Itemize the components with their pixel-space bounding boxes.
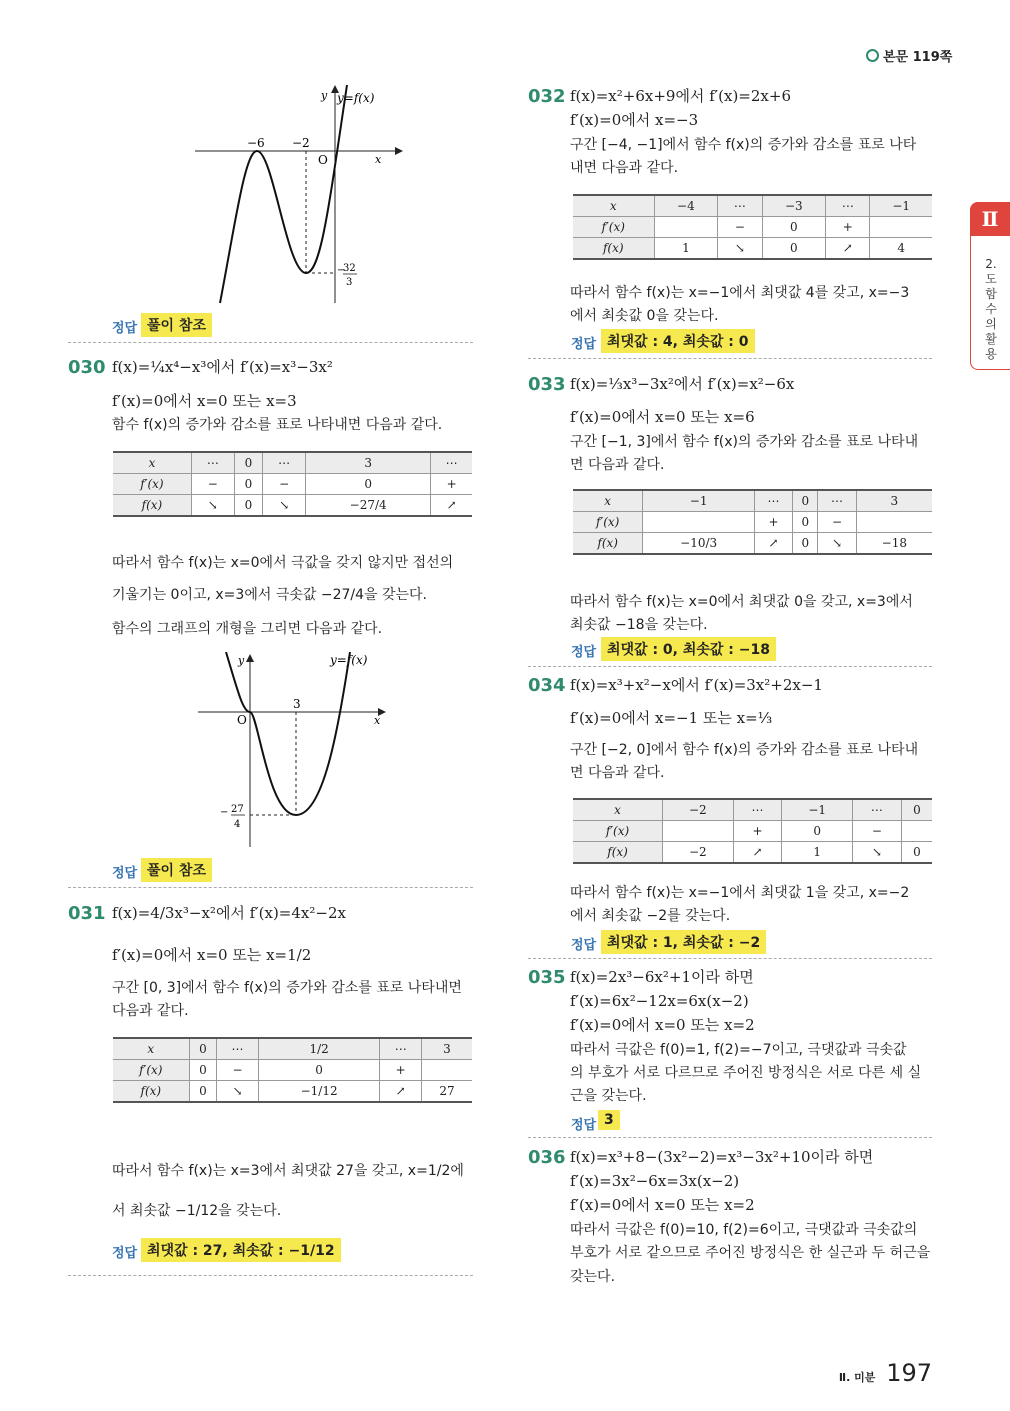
table-cell: ⋯ [380,1038,422,1060]
min-sign: − [220,807,229,818]
p036-line-3: f′(x)=0에서 x=0 또는 x=2 [570,1196,755,1214]
table-cell: 4 [870,238,932,260]
p030-line-2: f′(x)=0에서 x=0 또는 x=3 [112,392,297,410]
table-cell: 0 [189,1060,217,1081]
problem-number-036: 036 [528,1147,566,1168]
answer-032: 최댓값 : 4, 최솟값 : 0 [601,329,755,353]
table-cell: −2 [663,842,733,864]
p034-line-1: f(x)=x³+x²−x에서 f′(x)=3x²+2x−1 [570,676,823,694]
p036-line-5: 부호가 서로 같으므로 주어진 방정식은 한 실근과 두 허근을 [570,1245,931,1261]
table-cell [856,512,932,533]
separator [68,887,473,888]
table-row [113,495,472,517]
table-cell: ⋯ [191,452,234,474]
table-cell: ↘ [217,1081,259,1103]
table-row-header: x [573,195,654,217]
separator [528,958,932,959]
answer-label-030: 정답 [112,866,138,881]
p034-line-2: f′(x)=0에서 x=−1 또는 x=⅓ [570,709,773,727]
table-cell: 1 [782,842,852,864]
table-cell [663,821,733,842]
table-cell: 0 [762,238,826,260]
function-label: y=f(x) [330,653,368,667]
answer-034: 최댓값 : 1, 최솟값 : −2 [601,930,766,954]
answer-030: 풀이 참조 [141,858,212,882]
table-row [573,533,932,555]
problem-number-035: 035 [528,967,566,988]
table-cell: −1 [870,195,932,217]
table-cell: 0 [189,1081,217,1103]
table-cell: 0 [189,1038,217,1060]
tick-minus-2: −2 [292,136,310,150]
table-cell [654,217,718,238]
problem-number-034: 034 [528,675,566,696]
table-cell: ↗ [380,1081,422,1103]
table-row-header: f′(x) [573,217,654,238]
table-row-header: f(x) [573,238,654,260]
p035-line-3: f′(x)=0에서 x=0 또는 x=2 [570,1016,755,1034]
table-cell: 0 [901,799,932,821]
table-cell: −4 [654,195,718,217]
chapter-tab-text: 2. 도 함 수 의 활 용 [985,257,997,361]
min-sign: − [337,265,346,276]
table-cell: −1 [782,799,852,821]
table-cell: 1/2 [258,1038,380,1060]
table-row-header: f(x) [573,842,663,864]
p030-line-5: 기울기는 0이고, x=3에서 극솟값 −27/4을 갖는다. [112,587,428,603]
table-cell: 3 [856,490,932,512]
table-row-header: f(x) [573,533,643,555]
table-cell [643,512,755,533]
table-cell: −1/12 [258,1081,380,1103]
table-cell: ⋯ [818,490,856,512]
p036-line-4: 따라서 극값은 f(0)=10, f(2)=6이고, 극댓값과 극솟값의 [570,1222,918,1238]
answer-029: 풀이 참조 [141,313,212,337]
table-cell: 0 [793,490,818,512]
answer-label-031: 정답 [112,1246,138,1261]
table-cell: 0 [782,821,852,842]
table-row [113,474,472,495]
chapter-tab[interactable] [970,202,1010,370]
table-032 [573,194,932,260]
table-cell: ↘ [718,238,762,260]
table-cell: − [191,474,234,495]
table-cell: −27/4 [306,495,431,517]
p031-line-1: f(x)=4/3x³−x²에서 f′(x)=4x²−2x [112,904,346,922]
answer-031: 최댓값 : 27, 최솟값 : −1/12 [141,1238,341,1262]
table-cell: ↗ [431,495,472,517]
table-row-header: f′(x) [573,821,663,842]
footer-section: Ⅱ. 미분 [838,1371,876,1384]
p030-line-4: 따라서 함수 f(x)는 x=0에서 극값을 갖지 않지만 접선의 [112,555,454,571]
page-footer [839,1359,932,1387]
answer-label-034: 정답 [571,938,597,953]
p030-line-3: 함수 f(x)의 증가와 감소를 표로 나타내면 다음과 같다. [112,417,443,433]
p030-line-1: f(x)=¼x⁴−x³에서 f′(x)=x³−3x² [112,358,333,376]
table-cell: 0 [258,1060,380,1081]
page-number: 197 [886,1359,932,1387]
table-cell [870,217,932,238]
circle-icon [866,49,879,62]
answer-label-032: 정답 [571,337,597,352]
table-cell: 0 [901,842,932,864]
p033-line-3: 구간 [−1, 3]에서 함수 f(x)의 증가와 감소를 표로 나타내 [570,434,919,450]
p035-line-6: 근을 갖는다. [570,1088,647,1104]
table-cell: − [263,474,306,495]
answer-label-033: 정답 [571,645,597,660]
table-cell: ⋯ [431,452,472,474]
table-cell: 0 [306,474,431,495]
origin-label: O [318,153,328,167]
table-cell: −1 [643,490,755,512]
table-cell: −2 [663,799,733,821]
table-cell: 0 [793,533,818,555]
p030-line-6: 함수의 그래프의 개형을 그리면 다음과 같다. [112,621,383,637]
table-row-header: x [113,452,191,474]
curve-030 [226,652,350,815]
table-cell: 0 [762,217,826,238]
separator [528,666,932,667]
table-row-header: x [113,1038,189,1060]
table-031 [113,1037,472,1103]
min-numerator: 27 [231,804,244,815]
answer-label-035: 정답 [571,1118,597,1133]
table-cell: 1 [654,238,718,260]
p035-line-5: 의 부호가 서로 다르므로 주어진 방정식은 서로 다른 세 실 [570,1065,922,1081]
table-cell: ↗ [733,842,782,864]
x-axis-label: x [375,153,382,166]
table-cell: ⋯ [826,195,870,217]
table-row [573,512,932,533]
table-cell: ⋯ [754,490,792,512]
min-denominator: 3 [346,277,353,288]
p032-line-3: 구간 [−4, −1]에서 함수 f(x)의 증가와 감소를 표로 나타 [570,137,917,153]
p032-line-6: 에서 최솟값 0을 갖는다. [570,308,719,324]
p033-line-5: 따라서 함수 f(x)는 x=0에서 최댓값 0을 갖고, x=3에서 [570,594,913,610]
answer-035: 3 [598,1110,620,1130]
table-cell: + [733,821,782,842]
table-row-header: x [573,799,663,821]
table-row [113,1038,472,1060]
chapter-roman: Ⅱ [970,202,1010,236]
problem-number-030: 030 [68,357,106,378]
separator [68,1275,473,1276]
table-row [113,1060,472,1081]
p033-line-6: 최솟값 −18을 갖는다. [570,617,708,633]
table-cell: + [431,474,472,495]
table-cell: ⋯ [718,195,762,217]
origin-label: O [237,713,247,727]
table-cell: ↘ [852,842,901,864]
table-cell: 0 [793,512,818,533]
p032-line-5: 따라서 함수 f(x)는 x=−1에서 최댓값 4를 갖고, x=−3 [570,285,910,301]
p036-line-2: f′(x)=3x²−6x=3x(x−2) [570,1172,740,1190]
p033-line-2: f′(x)=0에서 x=0 또는 x=6 [570,408,755,426]
table-cell: ⋯ [263,452,306,474]
problem-number-031: 031 [68,903,106,924]
p031-line-5: 따라서 함수 f(x)는 x=3에서 최댓값 27을 갖고, x=1/2에 [112,1163,464,1179]
table-cell [901,821,932,842]
table-cell: 0 [234,495,262,517]
table-cell: − [852,821,901,842]
graph-029 [195,85,405,305]
table-030 [113,451,472,517]
table-cell: + [754,512,792,533]
function-label: y=f(x) [337,91,375,105]
curve-029 [220,85,347,303]
p031-line-3: 구간 [0, 3]에서 함수 f(x)의 증가와 감소를 표로 나타내면 [112,980,462,996]
p031-line-6: 서 최솟값 −1/12을 갖는다. [112,1203,282,1219]
p034-line-6: 에서 최솟값 −2를 갖는다. [570,908,731,924]
table-row [573,821,932,842]
table-034 [573,798,932,864]
table-row-header: x [573,490,643,512]
table-cell: −18 [856,533,932,555]
table-cell: −3 [762,195,826,217]
table-row [573,799,932,821]
answer-033: 최댓값 : 0, 최솟값 : −18 [601,637,776,661]
table-cell: 0 [234,452,262,474]
table-cell: 0 [234,474,262,495]
problem-number-033: 033 [528,374,566,395]
p034-line-5: 따라서 함수 f(x)는 x=−1에서 최댓값 1을 갖고, x=−2 [570,885,910,901]
separator [68,342,473,343]
y-axis-label: y [238,654,245,667]
table-row [573,490,932,512]
table-row [573,842,932,864]
reference-label [866,46,952,65]
table-row-header: f′(x) [113,474,191,495]
p036-line-1: f(x)=x³+8−(3x²−2)=x³−3x²+10이라 하면 [570,1148,874,1166]
p035-line-1: f(x)=2x³−6x²+1이라 하면 [570,968,754,986]
table-cell: ⋯ [733,799,782,821]
table-row [573,238,932,260]
table-cell: + [826,217,870,238]
graph-030 [198,652,388,852]
table-row-header: f′(x) [113,1060,189,1081]
table-row [113,452,472,474]
min-numerator: 32 [343,263,356,274]
p034-line-3: 구간 [−2, 0]에서 함수 f(x)의 증가와 감소를 표로 나타내 [570,742,919,758]
p032-line-2: f′(x)=0에서 x=−3 [570,111,699,129]
table-cell: −10/3 [643,533,755,555]
p032-line-4: 내면 다음과 같다. [570,160,679,176]
table-cell: 27 [421,1081,472,1103]
table-row [113,1081,472,1103]
reference-text: 본문 119쪽 [883,50,953,65]
p031-line-2: f′(x)=0에서 x=0 또는 x=1/2 [112,946,312,964]
problem-number-032: 032 [528,86,566,107]
x-axis-arrow [395,147,403,155]
p035-line-2: f′(x)=6x²−12x=6x(x−2) [570,992,749,1010]
p035-line-4: 따라서 극값은 f(0)=1, f(2)=−7이고, 극댓값과 극솟값 [570,1042,907,1058]
p036-line-6: 갖는다. [570,1269,616,1285]
table-033 [573,489,932,555]
p034-line-4: 면 다음과 같다. [570,765,665,781]
separator [528,358,932,359]
table-cell: ⋯ [852,799,901,821]
x-axis-label: x [374,714,381,727]
table-cell: − [217,1060,259,1081]
table-cell [421,1060,472,1081]
table-cell: ↘ [818,533,856,555]
y-axis-label: y [321,89,328,102]
table-row [573,195,932,217]
tick-minus-6: −6 [247,136,265,150]
table-cell: ↘ [191,495,234,517]
table-cell: + [380,1060,422,1081]
table-cell: ↘ [263,495,306,517]
table-cell: ↗ [826,238,870,260]
y-axis-arrow [246,654,254,662]
p033-line-1: f(x)=⅓x³−3x²에서 f′(x)=x²−6x [570,375,795,393]
table-cell: 3 [421,1038,472,1060]
table-row [573,217,932,238]
table-cell: − [818,512,856,533]
table-cell: ↗ [754,533,792,555]
separator [528,1137,932,1138]
table-row-header: f(x) [113,1081,189,1103]
p032-line-1: f(x)=x²+6x+9에서 f′(x)=2x+6 [570,87,791,105]
table-cell: 3 [306,452,431,474]
answer-label-029: 정답 [112,321,138,336]
min-denominator: 4 [234,819,241,830]
table-row-header: f′(x) [573,512,643,533]
table-row-header: f(x) [113,495,191,517]
p033-line-4: 면 다음과 같다. [570,457,665,473]
table-cell: ⋯ [217,1038,259,1060]
p031-line-4: 다음과 같다. [112,1003,189,1019]
table-cell: − [718,217,762,238]
tick-3: 3 [293,697,301,711]
